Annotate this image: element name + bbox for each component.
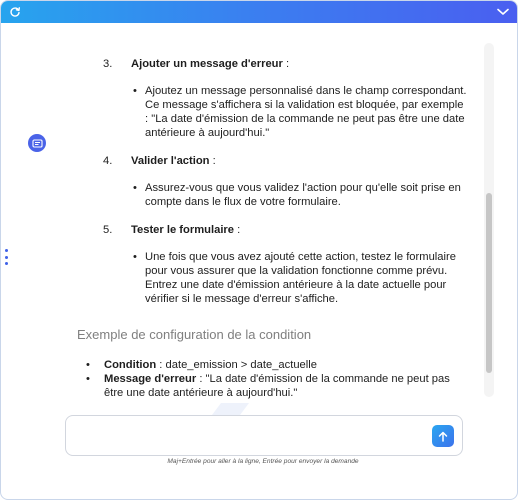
- chevron-down-icon: [497, 8, 509, 16]
- bullet-icon: •: [133, 251, 137, 263]
- send-button[interactable]: [432, 425, 454, 447]
- item-text: : date_emission > date_actuelle: [156, 359, 317, 371]
- bullet-icon: •: [86, 373, 90, 385]
- step-item: [77, 57, 469, 71]
- bullet-text: Assurez-vous que vous validez l'action pour qu'elle soit prise en compte dans le flux de votre formulaire.: [145, 182, 461, 208]
- step-suffix: :: [234, 224, 241, 236]
- step-title: Tester le formulaire: [131, 224, 235, 236]
- bullet-text: Une fois que vous avez ajouté cette action, testez le formulaire pour vous assurer que la validation fonctionne comme prévu. Entrez une date d'émission antérieure à la date actuelle pour vérifier si le message d'erreur s'affiche.: [145, 251, 456, 305]
- item-label: Condition: [104, 359, 157, 371]
- list-item: [86, 358, 469, 372]
- bullet-icon: •: [133, 85, 137, 97]
- message-composer: [65, 415, 463, 456]
- bullet-icon: •: [86, 359, 90, 371]
- bullet-icon: •: [133, 182, 137, 194]
- composer-hint: Maj+Entrée pour aller à la ligne, Entrée pour envoyer la demande: [167, 458, 359, 465]
- item-text: : "La date d'émission de la commande ne peut pas être une date antérieure à aujourd'hui.": [104, 373, 450, 399]
- step-bullet: [77, 250, 469, 306]
- section-heading: Exemple de configuration de la condition: [77, 327, 312, 342]
- tool-icon: [32, 138, 43, 149]
- header-bar: [1, 1, 517, 23]
- scrollbar[interactable]: [484, 43, 494, 397]
- refresh-button[interactable]: [7, 4, 23, 20]
- step-heading: [131, 155, 216, 167]
- step-suffix: :: [209, 155, 216, 167]
- tool-button[interactable]: [28, 134, 46, 152]
- step-bullet: [77, 84, 469, 140]
- step-number: 3.: [103, 58, 113, 70]
- message-input[interactable]: [76, 424, 430, 448]
- step-heading: [131, 224, 240, 236]
- step-title: Valider l'action: [131, 155, 210, 167]
- config-list: [86, 358, 469, 400]
- collapse-button[interactable]: [495, 4, 511, 20]
- refresh-icon: [9, 6, 21, 18]
- scrollbar-thumb[interactable]: [486, 193, 492, 373]
- message-content: [77, 43, 469, 400]
- step-item: [77, 223, 469, 237]
- bullet-text: Ajoutez un message personnalisé dans le champ correspondant. Ce message s'affichera si la validation est bloquée, par exemple : "La date d'émission de la commande ne peut pas être une date antérieure à aujourd'hui.": [145, 85, 467, 139]
- step-suffix: :: [282, 58, 290, 70]
- step-bullet: [77, 181, 469, 209]
- step-title: Ajouter un message d'erreur: [131, 58, 283, 70]
- step-number: 5.: [103, 224, 113, 236]
- step-heading: [131, 58, 289, 70]
- step-item: [77, 154, 469, 168]
- list-item: [86, 372, 469, 400]
- arrow-up-icon: [438, 431, 448, 442]
- drag-handle-icon[interactable]: [4, 249, 8, 265]
- step-number: 4.: [103, 155, 113, 167]
- item-label: Message d'erreur: [104, 373, 197, 385]
